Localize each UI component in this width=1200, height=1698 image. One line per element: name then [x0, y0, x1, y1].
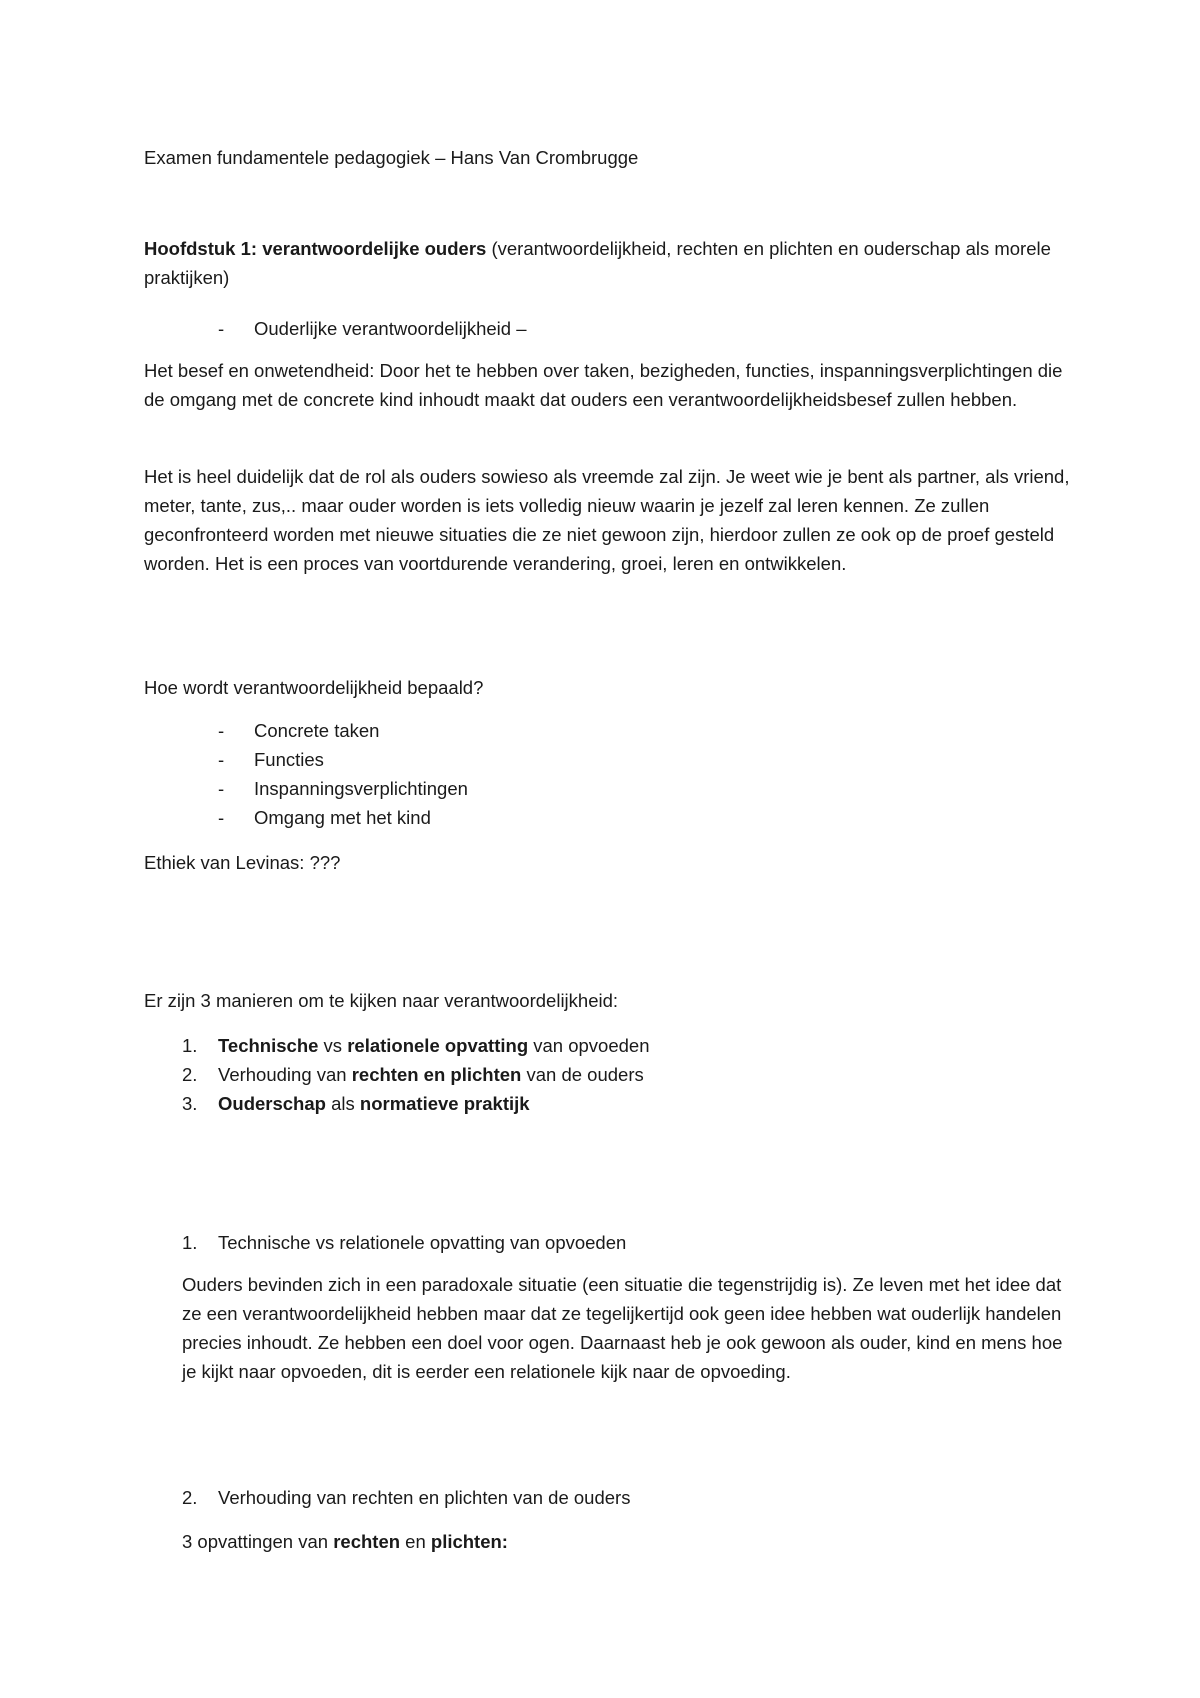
item-number: 2. — [182, 1064, 198, 1085]
bold-term: relationele opvatting — [347, 1035, 529, 1056]
section-title: Technische vs relationele opvatting van opvoeden — [218, 1232, 627, 1253]
ways-intro: Er zijn 3 manieren om te kijken naar verantwoordelijkheid: — [144, 990, 619, 1011]
item-number: 1. — [182, 1035, 198, 1056]
section-title: Verhouding van rechten en plichten van de ouders — [218, 1487, 631, 1508]
question-heading: Hoe wordt verantwoordelijkheid bepaald? — [144, 677, 484, 698]
paragraph-role: Het is heel duidelijk dat de rol als ouders sowieso als vreemde zal zijn. Je weet wie je bent als partner, als vriend, meter, tante, zus,.. maar ouder worden is iets volledig nieuw waarin je jezelf zal leren kennen. Ze zullen geconfronteerd worden met nieuwe situaties die ze niet gewoon zijn, hierdoor zullen ze ook op de proef gesteld worden. Het is een proces van voortdurende verandering, groei, leren en ontwikkelen. — [144, 466, 1070, 574]
dash-bullet: - — [218, 807, 225, 828]
list-item-text: Functies — [254, 749, 324, 770]
bold-term: normatieve praktijk — [359, 1093, 530, 1114]
bold-term: rechten — [333, 1531, 401, 1552]
plain-text: van opvoeden — [528, 1035, 650, 1056]
chapter-heading — [144, 234, 1074, 292]
document-title: Examen fundamentele pedagogiek – Hans Van Crombrugge — [144, 147, 639, 168]
item-number: 3. — [182, 1093, 198, 1114]
section-number: 2. — [182, 1487, 198, 1508]
bold-term: Ouderschap — [218, 1093, 326, 1114]
ethics-line: Ethiek van Levinas: ??? — [144, 852, 341, 873]
item-text — [218, 1031, 650, 1060]
dash-bullet: - — [218, 749, 225, 770]
item-text — [218, 1089, 530, 1118]
chapter-title-rest: (verantwoordelijkheid, rechten en plichten en ouderschap als morele praktijken) — [144, 238, 1051, 288]
subheading-text: Ouderlijke verantwoordelijkheid – — [254, 318, 527, 339]
item-text — [218, 1060, 644, 1089]
dash-bullet: - — [218, 778, 225, 799]
bold-term: Technische — [218, 1035, 319, 1056]
plain-text: van de ouders — [521, 1064, 644, 1085]
plain-text: als — [325, 1093, 360, 1114]
chapter-title-bold: Hoofdstuk 1: verantwoordelijke ouders — [144, 238, 487, 259]
section-subheading — [182, 1527, 1082, 1556]
list-item-text: Concrete taken — [254, 720, 380, 741]
list-item-text: Inspanningsverplichtingen — [254, 778, 468, 799]
section-number: 1. — [182, 1232, 198, 1253]
section-body: Ouders bevinden zich in een paradoxale situatie (een situatie die tegenstrijdig is). Ze leven met het idee dat ze een verantwoordelijkheid hebben maar dat ze tegelijkertijd ook geen idee hebben wat ouderlijk handelen precies inhoudt. Ze hebben een doel voor ogen. Daarnaast heb je ook gewoon als ouder, kind en mens hoe je kijkt naar opvoeden, dit is eerder een relationele kijk naar de opvoeding. — [182, 1274, 1063, 1382]
plain-text: vs — [318, 1035, 348, 1056]
list-item-text: Omgang met het kind — [254, 807, 431, 828]
plain-text: Verhouding van — [218, 1064, 352, 1085]
bold-term: rechten en plichten — [351, 1064, 522, 1085]
plain-text: 3 opvattingen van — [182, 1531, 334, 1552]
dash-bullet: - — [218, 318, 225, 339]
dash-bullet: - — [218, 720, 225, 741]
paragraph-awareness: Het besef en onwetendheid: Door het te hebben over taken, bezigheden, functies, inspanningsverplichtingen die de omgang met de concrete kind inhoudt maakt dat ouders een verantwoordelijkheidsbesef zullen hebben. — [144, 360, 1063, 410]
bold-term: plichten: — [430, 1531, 508, 1552]
plain-text: en — [400, 1531, 431, 1552]
